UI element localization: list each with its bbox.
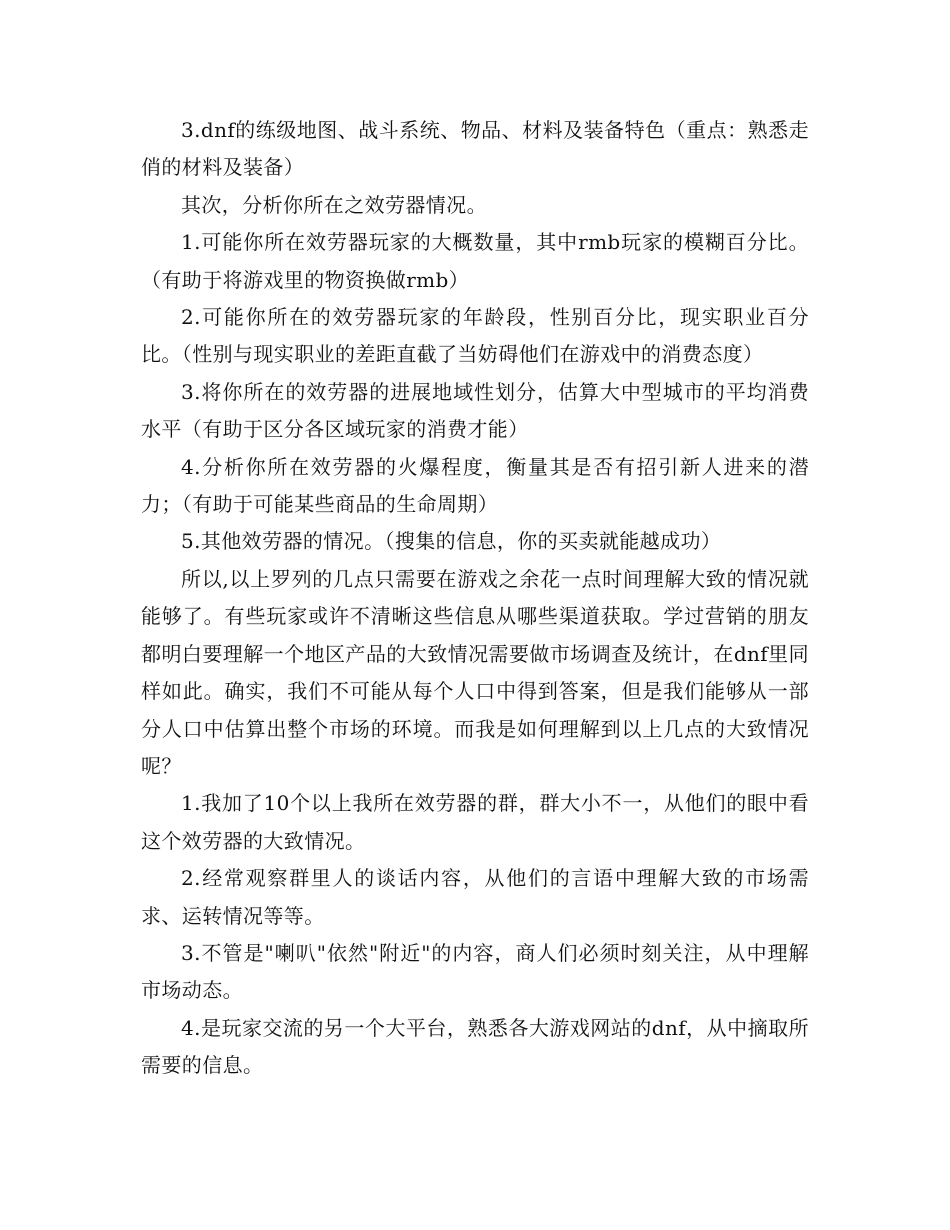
paragraph: 2.经常观察群里人的谈话内容，从他们的言语中理解大致的市场需求、运转情况等等。 — [141, 866, 809, 928]
paragraph: 3.不管是"喇叭"依然"附近"的内容，商人们必须时刻关注，从中理解市场动态。 — [141, 940, 809, 1003]
document-body — [141, 112, 809, 1085]
paragraph: 1.我加了10个以上我所在效劳器的群，群大小不一，从他们的眼中看这个效劳器的大致情况。 — [141, 791, 809, 853]
paragraph: 其次，分析你所在之效劳器情况。 — [181, 192, 487, 217]
paragraph: 3.dnf的练级地图、战斗系统、物品、材料及装备特色（重点：熟悉走俏的材料及装备） — [141, 118, 809, 180]
paragraph: 4.分析你所在效劳器的火爆程度，衡量其是否有招引新人进来的潜力；（有助于可能某些商品的生命周期） — [141, 454, 809, 517]
paragraph: 5.其他效劳器的情况。（搜集的信息，你的买卖就能越成功） — [181, 529, 722, 554]
paragraph: 所以,以上罗列的几点只需要在游戏之余花一点时间理解大致的情况就能够了。有些玩家或许不清晰这些信息从哪些渠道获取。学过营销的朋友都明白要理解一个地区产品的大致情况需要做市场调查及统计，在dnf里同样如此。确实，我们不可能从每个人口中得到答案，但是我们能够从一部分人口中估算出整个市场的环境。而我是如何理解到以上几点的大致情况呢？ — [141, 566, 809, 778]
paragraph: 2.可能你所在的效劳器玩家的年龄段，性别百分比，现实职业百分比。（性别与现实职业的差距直截了当妨碍他们在游戏中的消费态度） — [141, 305, 809, 367]
paragraph: 3.将你所在的效劳器的进展地域性划分，估算大中型城市的平均消费水平（有助于区分各区域玩家的消费才能） — [141, 379, 809, 442]
paragraph: 1.可能你所在效劳器玩家的大概数量，其中rmb玩家的模糊百分比。（有助于将游戏里的物资换做rmb） — [141, 230, 809, 292]
paragraph: 4.是玩家交流的另一个大平台，熟悉各大游戏网站的dnf，从中摘取所需要的信息。 — [141, 1015, 809, 1078]
